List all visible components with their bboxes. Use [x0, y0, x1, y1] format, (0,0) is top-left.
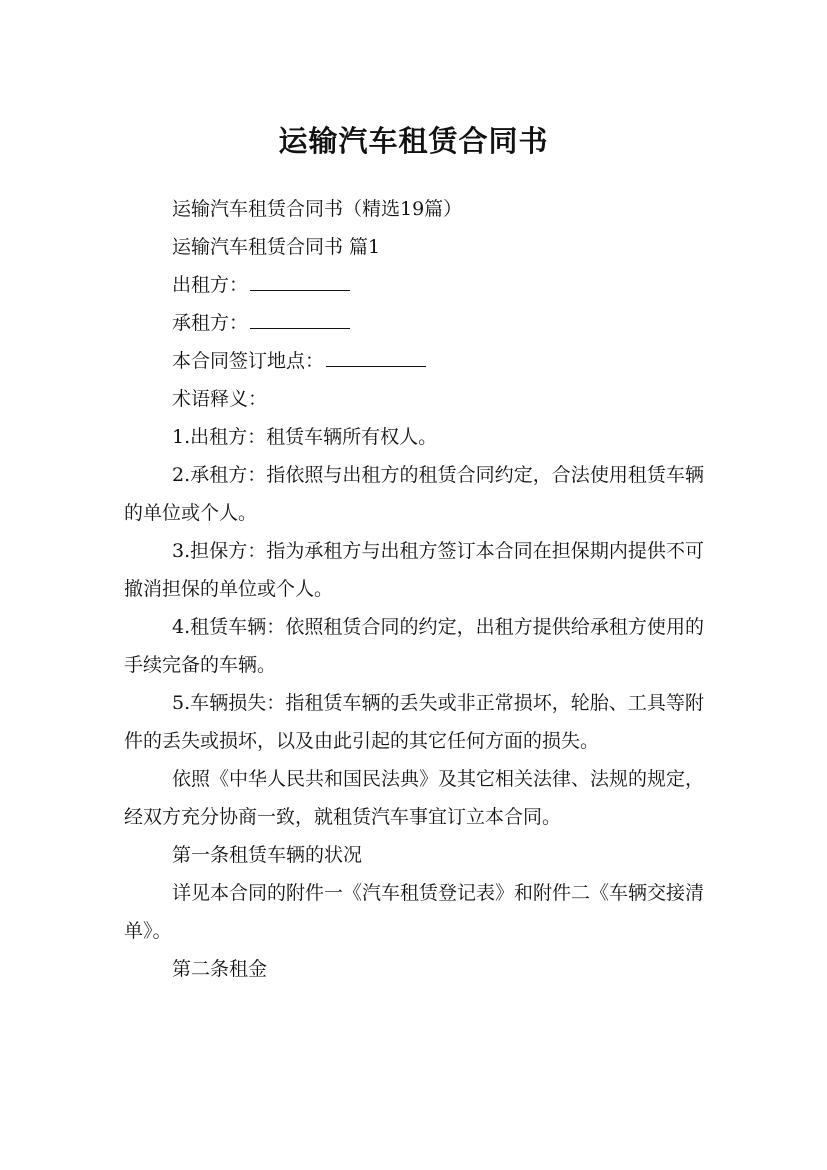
- paragraph-text: 运输汽车租赁合同书（精选19篇）: [172, 198, 463, 220]
- fill-in-blank: [326, 348, 426, 367]
- paragraph-text: 第二条租金: [172, 958, 268, 980]
- paragraph-term-1: [124, 418, 704, 456]
- paragraph-subtitle: [124, 190, 704, 228]
- paragraph-text: 3.担保方：指为承租方与出租方签订本合同在担保期内提供不可撤消担保的单位或个人。: [124, 540, 704, 600]
- paragraph-text: 运输汽车租赁合同书 篇1: [172, 236, 381, 258]
- paragraph-text: 术语释义：: [172, 388, 268, 410]
- paragraph-term-2: [124, 456, 704, 532]
- document-title: 运输汽车租赁合同书: [278, 124, 549, 159]
- paragraph-article-1-body: [124, 874, 704, 950]
- paragraph-lessor: [124, 266, 704, 304]
- paragraph-text: 承租方：: [172, 312, 249, 334]
- paragraph-text: 第一条租赁车辆的状况: [172, 844, 363, 866]
- paragraph-text: 1.出租方：租赁车辆所有权人。: [172, 426, 438, 448]
- paragraph-chapter-heading: [124, 228, 704, 266]
- paragraph-text: 出租方：: [172, 274, 249, 296]
- paragraph-terms-heading: [124, 380, 704, 418]
- paragraph-term-3: [124, 532, 704, 608]
- paragraph-text: 4.租赁车辆：依照租赁合同的约定，出租方提供给承租方使用的手续完备的车辆。: [124, 616, 704, 676]
- fill-in-blank: [250, 272, 350, 291]
- paragraph-signing-place: [124, 342, 704, 380]
- fill-in-blank: [250, 310, 350, 329]
- paragraph-term-5: [124, 684, 704, 760]
- paragraph-term-4: [124, 608, 704, 684]
- paragraph-text: 详见本合同的附件一《汽车租赁登记表》和附件二《车辆交接清单》。: [124, 882, 705, 942]
- paragraph-legal-basis: [124, 760, 704, 836]
- paragraph-text: 依照《中华人民共和国民法典》及其它相关法律、法规的规定，经双方充分协商一致，就租赁汽车事宜订立本合同。: [124, 768, 705, 828]
- paragraph-article-1-heading: [124, 836, 704, 874]
- document-body: [124, 190, 704, 988]
- paragraph-lessee: [124, 304, 704, 342]
- paragraph-article-2-heading: [124, 950, 704, 988]
- paragraph-text: 本合同签订地点：: [172, 350, 325, 372]
- paragraph-text: 5.车辆损失：指租赁车辆的丢失或非正常损坏，轮胎、工具等附件的丢失或损坏，以及由此引起的其它任何方面的损失。: [124, 692, 704, 752]
- paragraph-text: 2.承租方：指依照与出租方的租赁合同约定，合法使用租赁车辆的单位或个人。: [124, 464, 704, 524]
